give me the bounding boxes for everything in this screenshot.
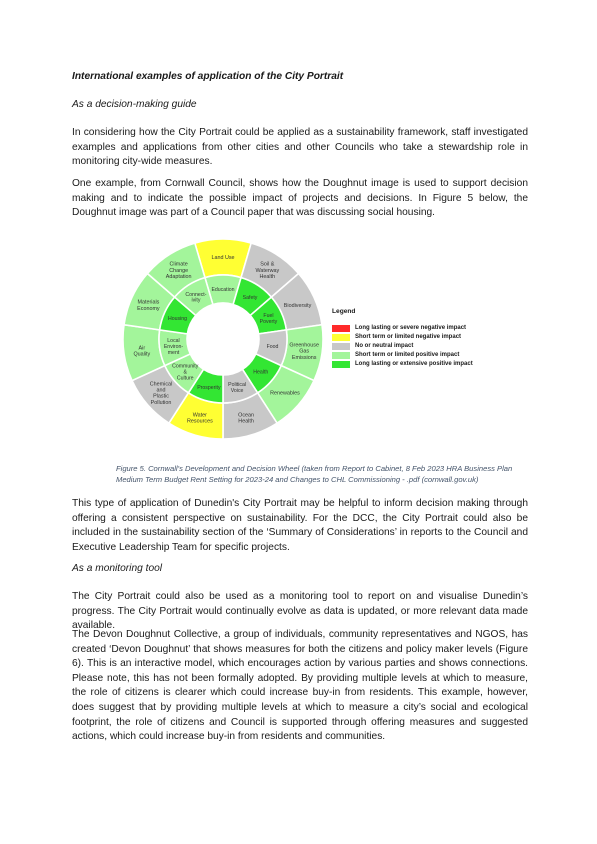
inner-segment-label: Education: [211, 286, 235, 293]
paragraph-2: One example, from Cornwall Council, shows how the Doughnut image is used to support decision making and to indicate the possible impact of projects and decisions. In Figure 5 below, the Doughnut image was part of a Council paper that was discussing social housing.: [72, 178, 528, 219]
paragraph-3: This type of application of Dunedin's City Portrait may be helpful to inform decision making through offering a consistent perspective on sustainability. For the DCC, the City Portrait could also be included in the sustainability section of the ‘Summary of Considerations’ in reports to the Council and Executive Leadership Team for specific projects.: [72, 498, 528, 553]
outer-segment-label: Renewables: [270, 390, 300, 397]
outer-segment-label: Soil & Waterway Health: [255, 261, 280, 281]
legend-label: Long lasting or severe negative impact: [355, 324, 467, 331]
inner-segment-label: Community & Culture: [172, 363, 199, 382]
legend-label: Long lasting or extensive positive impact: [355, 360, 473, 367]
inner-segment-label: Prosperity: [197, 384, 221, 391]
outer-segment-label: Land Use: [211, 254, 235, 261]
outer-segment-label: Materials Economy: [137, 299, 160, 312]
outer-segment-label: Climate Change Adaptation: [165, 261, 192, 281]
outer-segment-label: Ocean Health: [238, 412, 255, 425]
legend-item: [332, 360, 558, 369]
inner-segment-label: Fuel Poverty: [259, 313, 278, 326]
figure-5: [118, 237, 558, 442]
legend-label: Short term or limited negative impact: [355, 333, 462, 340]
legend-swatch: [332, 343, 350, 350]
legend-label: Short term or limited positive impact: [355, 351, 460, 358]
outer-segment-label: Biodiversity: [283, 302, 312, 309]
inner-segment-label: Local Environ-ment: [163, 337, 184, 356]
decision-wheel: [118, 237, 328, 442]
outer-segment-label: Chemical and Plastic Pollution: [149, 381, 173, 406]
legend-title: Legend: [332, 308, 356, 315]
legend-swatch: [332, 361, 350, 368]
paragraph-1: In considering how the City Portrait could be applied as a sustainability framework, staff investigated examples and applications from other cities and other Councils who take a stewardship role in monitoring city-wide measures.: [72, 127, 528, 168]
paragraph-5: The Devon Doughnut Collective, a group of individuals, community representatives and NGOS, has created ‘Devon Doughnut’ that shows measures for both the citizens and policy maker levels (Figure 6). This is an interactive model, which encourages action by various parties and shows connections. Please note, this has not been formally adopted. By providing multiple levels at which to measure, the role of citizens is clearer which could increase buy-in from residents. This example, however, does suggest that by providing multiple levels at which to measure a city’s social and ecological footprint, the role of citizens and Council is supported through offering measures and suggested actions, which could increase buy-in from residents and communities.: [72, 629, 528, 743]
subheading-decision-guide: As a decision-making guide: [72, 99, 197, 110]
legend: [332, 305, 558, 369]
inner-segment-label: Safety: [242, 294, 258, 301]
inner-segment-label: Food: [266, 343, 279, 350]
outer-segment-label: Air Quality: [133, 345, 151, 358]
paragraph-4: The City Portrait could also be used as a monitoring tool to report on and visualise Dunedin’s progress. The City Portrait would continually evolve as data is updated, or more relevant data made available.: [72, 591, 528, 632]
legend-label: No or neutral impact: [355, 342, 414, 349]
outer-segment-label: Water Resources: [187, 412, 213, 425]
legend-swatch: [332, 352, 350, 359]
subheading-monitoring-tool: As a monitoring tool: [72, 563, 163, 574]
outer-segment-label: Greenhouse Gas Emissions: [289, 342, 320, 361]
figure-caption: Figure 5. Cornwall's Development and Decision Wheel (taken from Report to Cabinet, 8 Feb 2023 HRA Business Plan Medium Term Budget Rent Setting for 2023-24 and Changes to CHL Commissioning - .pdf (cornwall.gov.uk): [116, 464, 513, 484]
legend-swatch: [332, 325, 350, 332]
inner-segment-label: Political Voice: [228, 381, 247, 394]
section-heading: International examples of application of the City Portrait: [72, 71, 344, 82]
inner-segment-label: Connect-ivity: [185, 291, 207, 304]
legend-swatch: [332, 334, 350, 341]
inner-segment-label: Health: [253, 369, 269, 376]
inner-segment-label: Housing: [167, 316, 188, 323]
